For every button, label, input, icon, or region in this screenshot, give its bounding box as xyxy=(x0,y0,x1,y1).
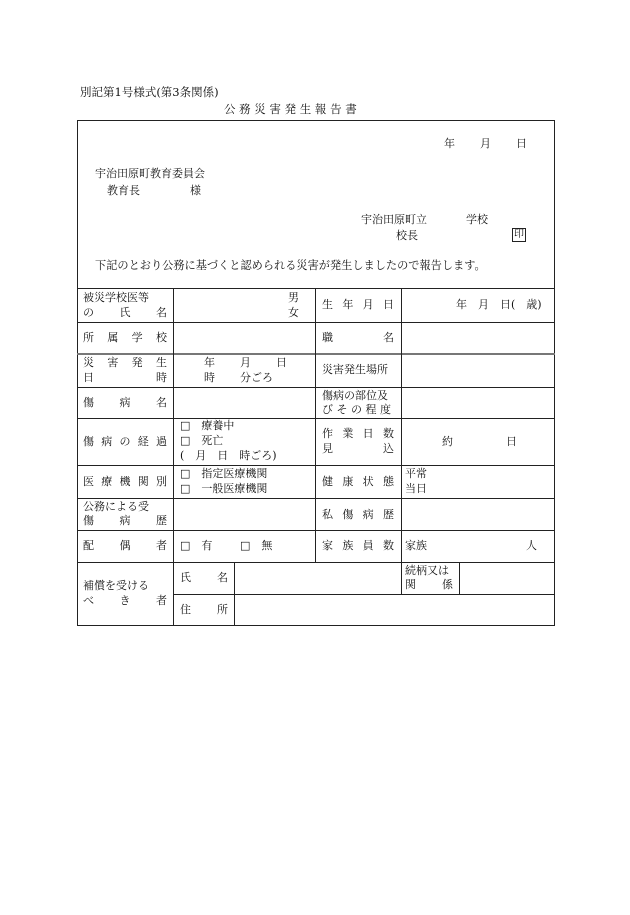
divider xyxy=(77,465,555,466)
birth-label: 生 年 月 日 xyxy=(322,298,394,311)
column-line xyxy=(315,288,316,562)
school-prefix: 宇治田原町立 xyxy=(361,213,427,226)
column-line xyxy=(401,288,402,562)
divider xyxy=(77,498,555,499)
position-label: 職 名 xyxy=(322,331,394,344)
column-line xyxy=(401,562,402,594)
spouse-option-yes[interactable]: □ 有 xyxy=(180,539,213,552)
occurrence-minute: 分ごろ xyxy=(240,371,273,384)
divider xyxy=(77,387,555,388)
workdays-approx: 約 xyxy=(442,435,453,448)
divider xyxy=(77,322,555,323)
divider xyxy=(77,288,555,289)
spouse-label: 配 偶 者 xyxy=(83,539,167,552)
column-line xyxy=(173,288,174,626)
divider xyxy=(173,594,555,595)
occurrence-label-1: 災 害 発 生 xyxy=(83,356,167,369)
sex-male: 男 xyxy=(288,291,299,304)
duty-history-label-1: 公務による受 xyxy=(83,500,149,513)
divider xyxy=(77,353,555,355)
private-history-label: 私 傷 病 歴 xyxy=(322,508,394,521)
health-normal: 平常 xyxy=(405,467,427,480)
workdays-label-1: 作 業 日 数 xyxy=(322,427,394,440)
principal-label: 校長 xyxy=(396,229,418,242)
addressee-line1: 宇治田原町教育委員会 xyxy=(95,167,205,180)
addressee-title: 教育長 xyxy=(107,184,140,197)
injury-part-label-2: び そ の 程 度 xyxy=(322,403,391,416)
progress-option-treatment[interactable]: □ 療養中 xyxy=(180,419,235,432)
date-day-label: 日 xyxy=(516,137,527,150)
divider xyxy=(77,562,555,563)
occurrence-label-2: 日 時 xyxy=(83,371,167,384)
duty-history-label-2: 傷 病 歴 xyxy=(83,514,167,527)
institution-label: 医 療 機 関 別 xyxy=(83,475,167,488)
injury-part-label-1: 傷病の部位及 xyxy=(322,389,388,402)
family-prefix: 家族 xyxy=(405,539,427,552)
date-month-label: 月 xyxy=(480,137,491,150)
beneficiary-name-label: 氏 名 xyxy=(180,571,228,584)
form-number: 別記第1号様式(第3条関係) xyxy=(80,85,219,99)
column-line xyxy=(459,562,460,594)
victim-name-label-2: の 氏 名 xyxy=(83,306,167,319)
place-label: 災害発生場所 xyxy=(322,363,388,376)
divider xyxy=(77,530,555,531)
beneficiary-address-label: 住 所 xyxy=(180,603,228,616)
occurrence-day: 日 xyxy=(276,356,287,369)
family-suffix: 人 xyxy=(526,539,537,552)
progress-death-datetime: ( 月 日 時ごろ) xyxy=(180,449,277,462)
institution-option-general[interactable]: □ 一般医療機関 xyxy=(180,482,268,495)
occurrence-year: 年 xyxy=(204,356,215,369)
relation-label-2: 関 係 xyxy=(405,578,453,591)
seal-box: 印 xyxy=(514,229,524,240)
date-year-label: 年 xyxy=(444,137,455,150)
family-label: 家 族 員 数 xyxy=(322,539,394,552)
workdays-unit: 日 xyxy=(506,435,517,448)
school-label: 所 属 学 校 xyxy=(83,331,167,344)
progress-option-death[interactable]: □ 死亡 xyxy=(180,434,224,447)
institution-option-designated[interactable]: □ 指定医療機関 xyxy=(180,467,268,480)
beneficiary-label-2: べ き 者 xyxy=(83,594,167,607)
statement-text: 下記のとおり公務に基づくと認められる災害が発生しましたので報告します。 xyxy=(95,259,486,272)
occurrence-hour: 時 xyxy=(204,371,215,384)
victim-name-label-1: 被災学校医等 xyxy=(83,291,149,304)
workdays-label-2: 見 込 xyxy=(322,442,394,455)
birth-value: 年 月 日( 歳) xyxy=(456,298,542,311)
occurrence-month: 月 xyxy=(240,356,251,369)
page-title: 公 務 災 害 発 生 報 告 書 xyxy=(224,102,357,116)
beneficiary-label-1: 補償を受ける xyxy=(83,579,149,592)
school-suffix: 学校 xyxy=(466,213,488,226)
injury-label: 傷 病 名 xyxy=(83,396,167,409)
addressee-honorific: 様 xyxy=(190,184,201,197)
column-line xyxy=(234,562,235,626)
divider xyxy=(77,418,555,419)
spouse-option-no[interactable]: □ 無 xyxy=(240,539,273,552)
health-that-day: 当日 xyxy=(405,482,427,495)
health-label: 健 康 状 態 xyxy=(322,475,394,488)
sex-female: 女 xyxy=(288,306,299,319)
progress-label: 傷 病 の 経 過 xyxy=(83,435,167,448)
relation-label-1: 続柄又は xyxy=(405,564,449,577)
